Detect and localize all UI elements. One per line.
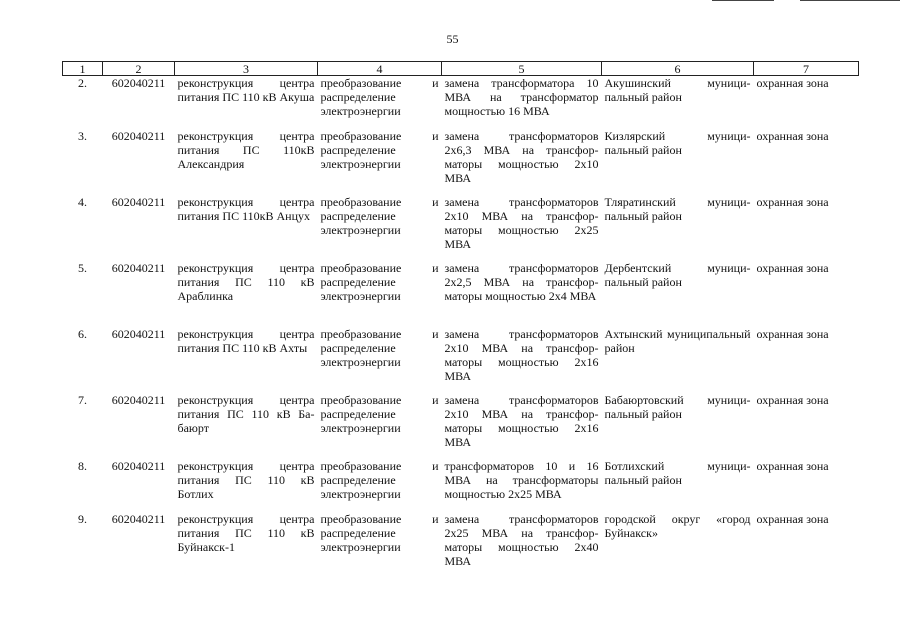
row-number: 4. (78, 194, 87, 209)
column-header: 2 (103, 62, 175, 76)
object-location: Кизлярский муниципальный район (604, 128, 751, 157)
table-row (63, 327, 859, 393)
registry-table (62, 61, 859, 578)
object-purpose: преобразование и распределение электроэнергии (320, 511, 439, 554)
object-description: замена трансформаторов 2х6,3 МВА на трансформаторы мощностью 2х10 МВА (444, 128, 599, 185)
row-number: 2. (78, 76, 87, 90)
row-number: 6. (78, 326, 87, 341)
object-purpose: преобразование и распределение электроэнергии (320, 194, 439, 237)
object-code: 602040211 (111, 260, 166, 275)
object-description: замена трансформатора 10 МВА на трансформатор мощностью 16 МВА (444, 76, 599, 118)
object-code: 602040211 (111, 458, 166, 473)
row-number: 9. (78, 511, 87, 526)
column-number-row (63, 62, 859, 76)
table-row (63, 393, 859, 459)
object-zone: охранная зона (756, 194, 829, 209)
object-code: 602040211 (111, 511, 166, 526)
row-number: 5. (78, 260, 87, 275)
object-location: Ахтынский муниципальный район (604, 326, 751, 355)
object-name: реконструкция центра питания ПС 110 кВ Ботлих (177, 458, 315, 501)
object-code: 602040211 (111, 392, 166, 407)
table-row (63, 129, 859, 195)
row-number: 8. (78, 458, 87, 473)
object-location: Тляратинский муниципальный район (604, 194, 751, 223)
object-purpose: преобразование и распределение электроэнергии (320, 392, 439, 435)
object-purpose: преобразование и распределение электроэнергии (320, 326, 439, 369)
page-number: 55 (446, 32, 459, 46)
object-name: реконструкция центра питания ПС 110кВ Анцух (177, 194, 315, 223)
object-name: реконструкция центра питания ПС 110 кВ Бабаюрт (177, 392, 315, 435)
object-purpose: преобразование и распределение электроэнергии (320, 128, 439, 171)
object-zone: охранная зона (756, 458, 829, 473)
object-name: реконструкция центра питания ПС 110 кВ Акуша (177, 76, 315, 104)
object-code: 602040211 (111, 76, 166, 90)
table-row (63, 76, 859, 129)
column-header: 6 (602, 62, 754, 76)
object-zone: охранная зона (756, 260, 829, 275)
object-description: замена трансформаторов 2х10 МВА на трансформаторы мощностью 2х25 МВА (444, 194, 599, 251)
object-purpose: преобразование и распределение электроэнергии (320, 458, 439, 501)
column-header: 5 (442, 62, 602, 76)
column-header: 7 (754, 62, 859, 76)
row-number: 3. (78, 128, 87, 143)
row-number: 7. (78, 392, 87, 407)
object-code: 602040211 (111, 326, 166, 341)
object-description: замена трансформаторов 2х10 МВА на трансформаторы мощностью 2х16 МВА (444, 392, 599, 449)
object-description: замена трансформаторов 2х10 МВА на трансформаторы мощностью 2х16 МВА (444, 326, 599, 383)
object-location: Дербентский муниципальный район (604, 260, 751, 289)
object-purpose: преобразование и распределение электроэнергии (320, 260, 439, 303)
object-name: реконструкция центра питания ПС 110 кВ Ахты (177, 326, 315, 355)
object-purpose: преобразование и распределение электроэнергии (320, 76, 439, 118)
top-rule-left (712, 0, 774, 1)
object-location: городской округ «город Буйнакск» (604, 511, 751, 540)
object-description: трансформаторов 10 и 16 МВА на трансформаторы мощностью 2х25 МВА (444, 458, 599, 501)
object-zone: охранная зона (756, 76, 829, 90)
column-header: 4 (318, 62, 442, 76)
object-description: замена трансформаторов 2х2,5 МВА на трансформаторы мощностью 2х4 МВА (444, 260, 599, 303)
object-zone: охранная зона (756, 326, 829, 341)
table-row (63, 195, 859, 261)
object-name: реконструкция центра питания ПС 110 кВ Араблинка (177, 260, 315, 303)
object-location: Бабаюртовский муниципальный район (604, 392, 751, 421)
object-location: Ботлихский муниципальный район (604, 458, 751, 487)
object-code: 602040211 (111, 194, 166, 209)
object-code: 602040211 (111, 128, 166, 143)
column-header: 1 (63, 62, 103, 76)
table-row (63, 261, 859, 327)
object-name: реконструкция центра питания ПС 110 кВ Буйнакск-1 (177, 511, 315, 554)
table-row (63, 459, 859, 512)
object-zone: охранная зона (756, 511, 829, 526)
object-name: реконструкция центра питания ПС 110кВ Александрия (177, 128, 315, 171)
column-header: 3 (175, 62, 318, 76)
table-row (63, 512, 859, 578)
object-zone: охранная зона (756, 128, 829, 143)
object-zone: охранная зона (756, 392, 829, 407)
top-rule-right (800, 0, 900, 1)
object-location: Акушинский муниципальный район (604, 76, 751, 104)
object-description: замена трансформаторов 2х25 МВА на трансформаторы мощностью 2х40 МВА (444, 511, 599, 568)
